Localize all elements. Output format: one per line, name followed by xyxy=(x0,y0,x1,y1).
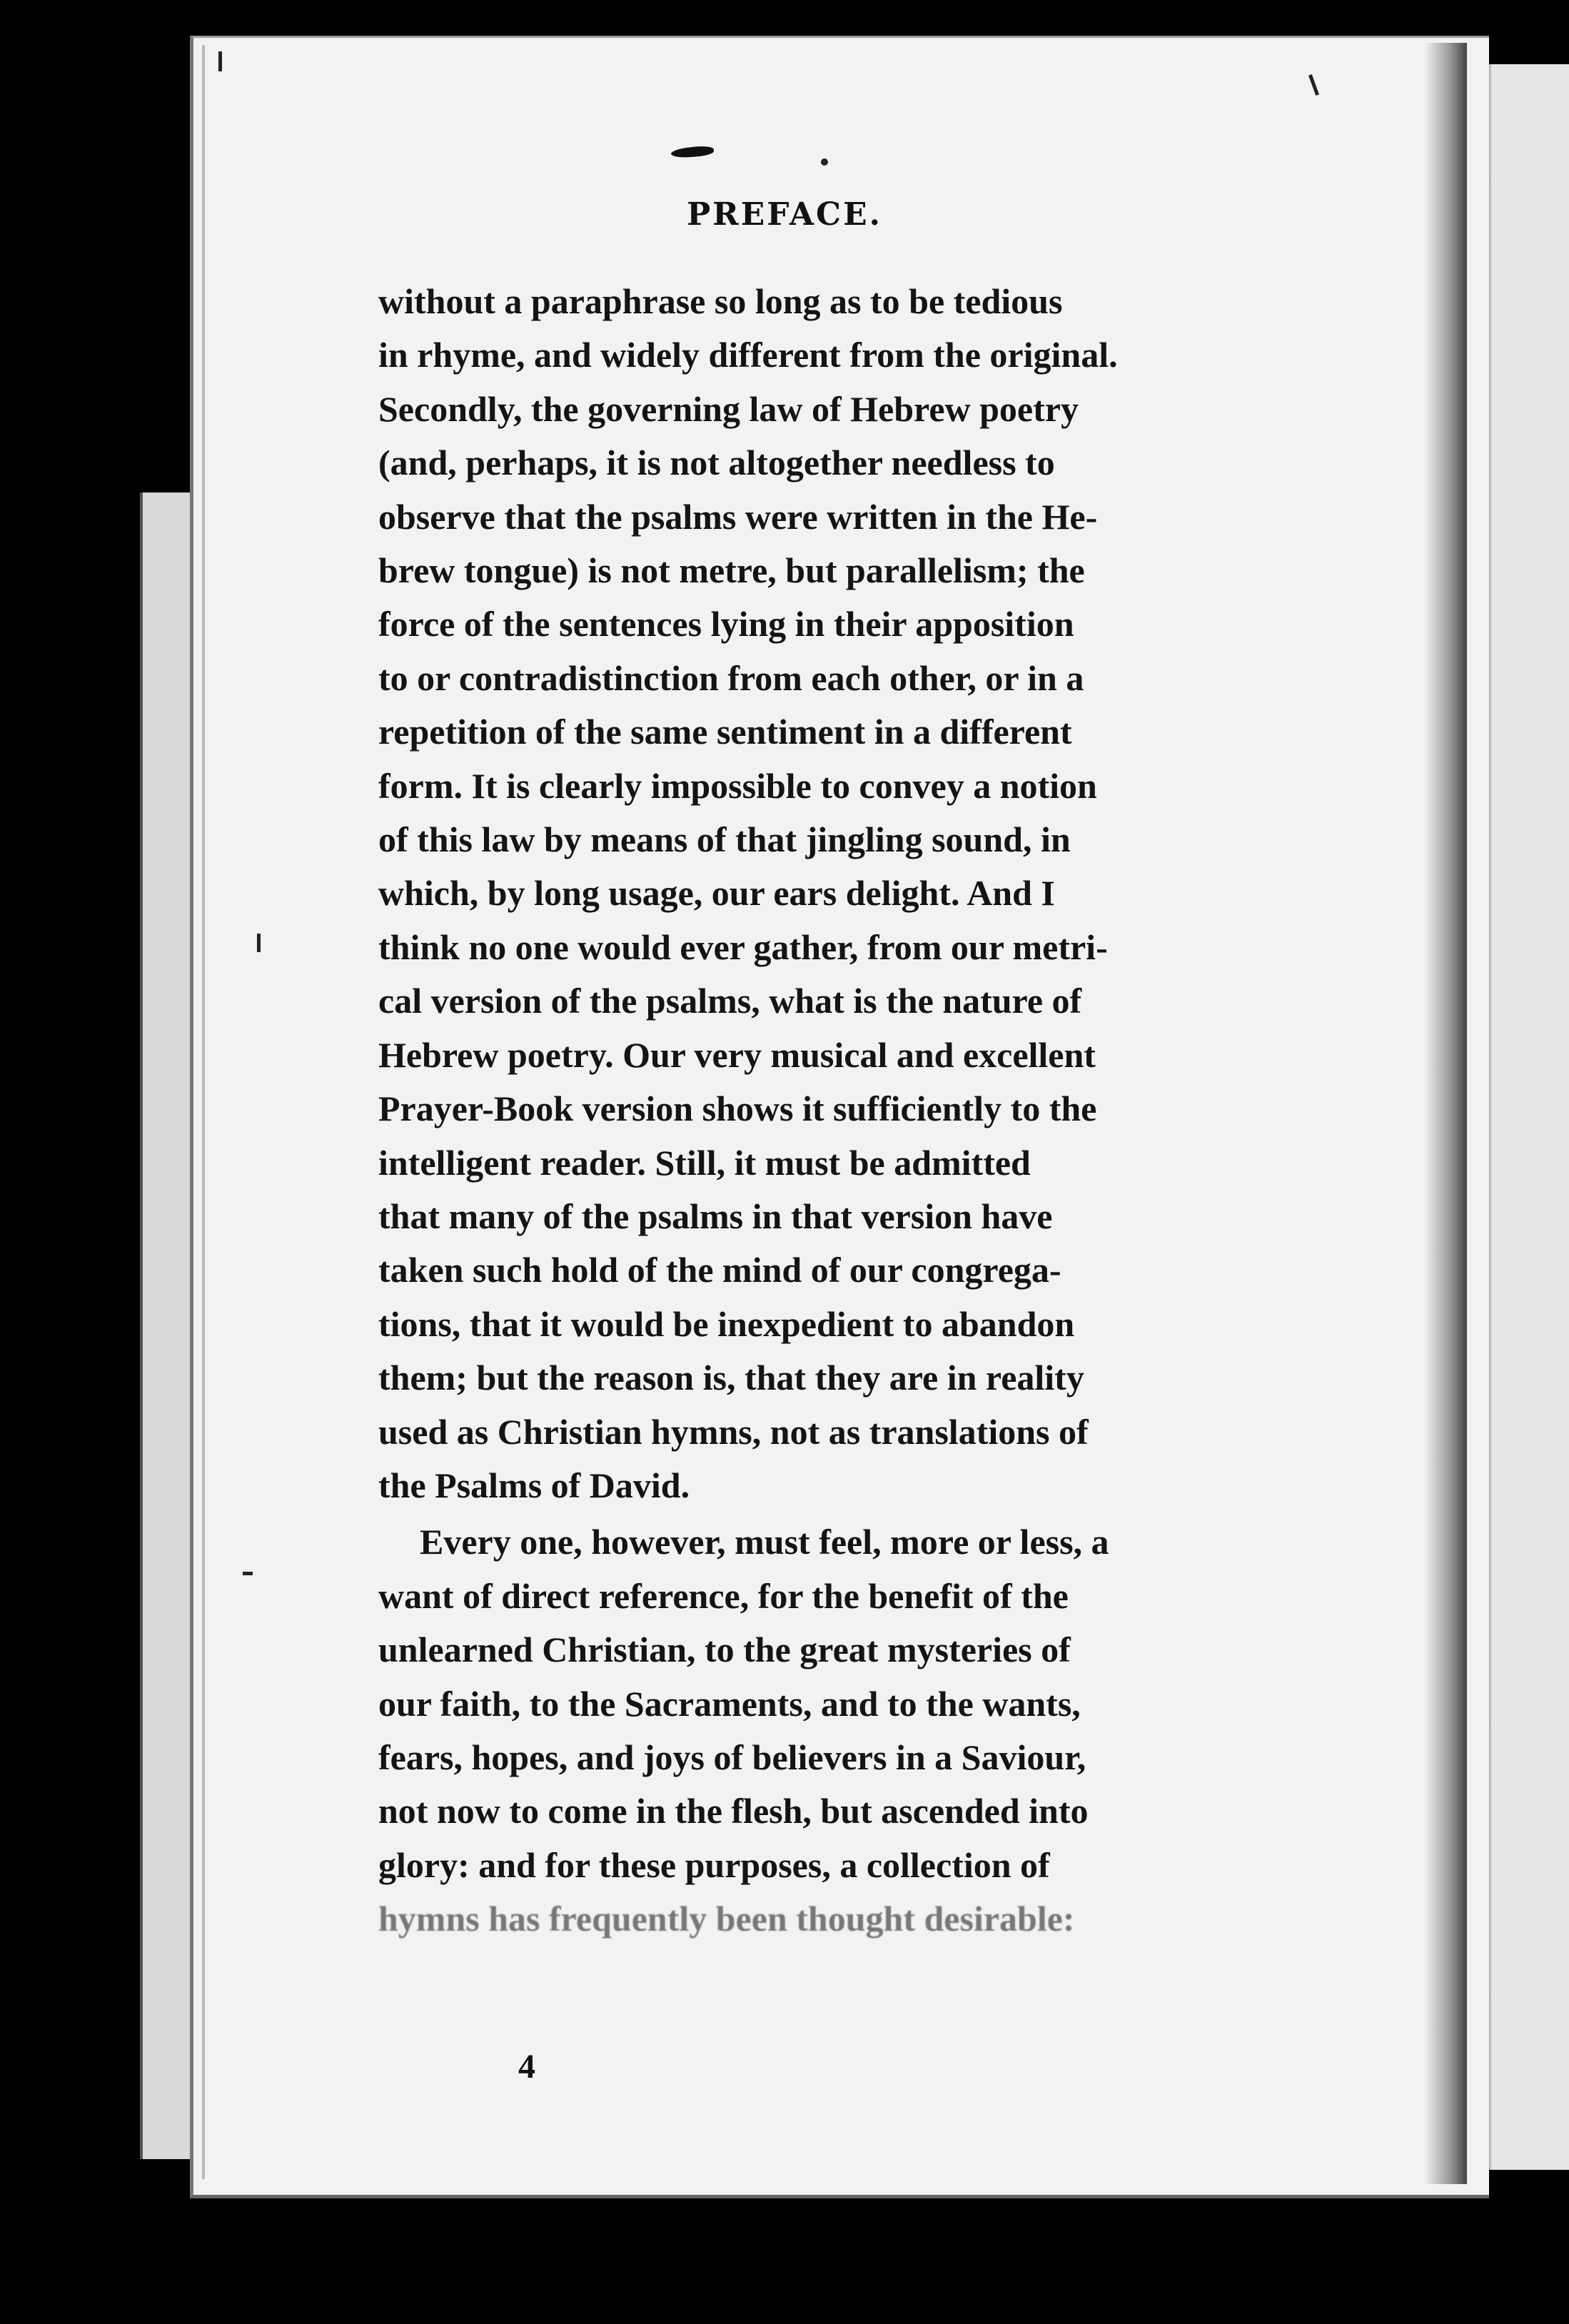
text-line: Secondly, the governing law of Hebrew poetry xyxy=(378,388,1079,429)
text-line: want of direct reference, for the benefit of the xyxy=(378,1575,1069,1616)
text-line: think no one would ever gather, from our metri- xyxy=(378,926,1108,967)
text-line: observe that the psalms were written in the He- xyxy=(378,496,1098,537)
text-line: Hebrew poetry. Our very musical and excellent xyxy=(378,1034,1096,1075)
text-line: the Psalms of David. xyxy=(378,1465,690,1505)
text-line: them; but the reason is, that they are in reality xyxy=(378,1358,1084,1398)
text-line: not now to come in the flesh, but ascended into xyxy=(378,1791,1089,1832)
text-line: Every one, however, must feel, more or less, a xyxy=(420,1522,1109,1562)
text-line: that many of the psalms in that version have xyxy=(378,1196,1053,1236)
scan-mark xyxy=(257,934,261,952)
text-line: in rhyme, and widely different from the original. xyxy=(378,335,1118,375)
text-line: brew tongue) is not metre, but parallelism; the xyxy=(378,550,1085,591)
text-line: of this law by means of that jingling sound, in xyxy=(378,819,1071,860)
ink-speck xyxy=(821,158,828,166)
text-line: used as Christian hymns, not as translations of xyxy=(378,1411,1089,1452)
text-line: taken such hold of the mind of our congrega- xyxy=(378,1250,1061,1290)
text-line: Prayer-Book version shows it sufficiently to the xyxy=(378,1088,1097,1129)
text-line: cal version of the psalms, what is the nature of xyxy=(378,981,1082,1021)
text-line: which, by long usage, our ears delight. And I xyxy=(378,873,1055,914)
text-line: force of the sentences lying in their apposition xyxy=(378,604,1074,645)
running-head: PREFACE. xyxy=(687,196,882,233)
text-line: intelligent reader. Still, it must be admitted xyxy=(378,1142,1031,1183)
scan-mark xyxy=(218,51,222,71)
text-line: form. It is clearly impossible to convey a notion xyxy=(378,765,1097,806)
text-line: fears, hopes, and joys of believers in a Saviour, xyxy=(378,1737,1086,1777)
text-line: tions, that it would be inexpedient to abandon xyxy=(378,1303,1075,1344)
page-gutter-shadow xyxy=(1424,43,1467,2184)
text-line: without a paraphrase so long as to be tedious xyxy=(378,281,1063,321)
scan-mark xyxy=(243,1572,253,1575)
text-line: glory: and for these purposes, a collection of xyxy=(378,1844,1050,1885)
text-line: hymns has frequently been thought desirable: xyxy=(378,1899,1075,1939)
page-fold-line xyxy=(202,45,205,2179)
text-line: repetition of the same sentiment in a different xyxy=(378,712,1072,752)
text-line: our faith, to the Sacraments, and to the wants, xyxy=(378,1683,1081,1724)
text-line: to or contradistinction from each other, or in a xyxy=(378,657,1084,698)
text-line: unlearned Christian, to the great mysteries of xyxy=(378,1630,1071,1670)
text-line: (and, perhaps, it is not altogether needless to xyxy=(378,443,1055,483)
preface-body-text xyxy=(378,275,1328,1946)
page-number: 4 xyxy=(518,2048,535,2086)
